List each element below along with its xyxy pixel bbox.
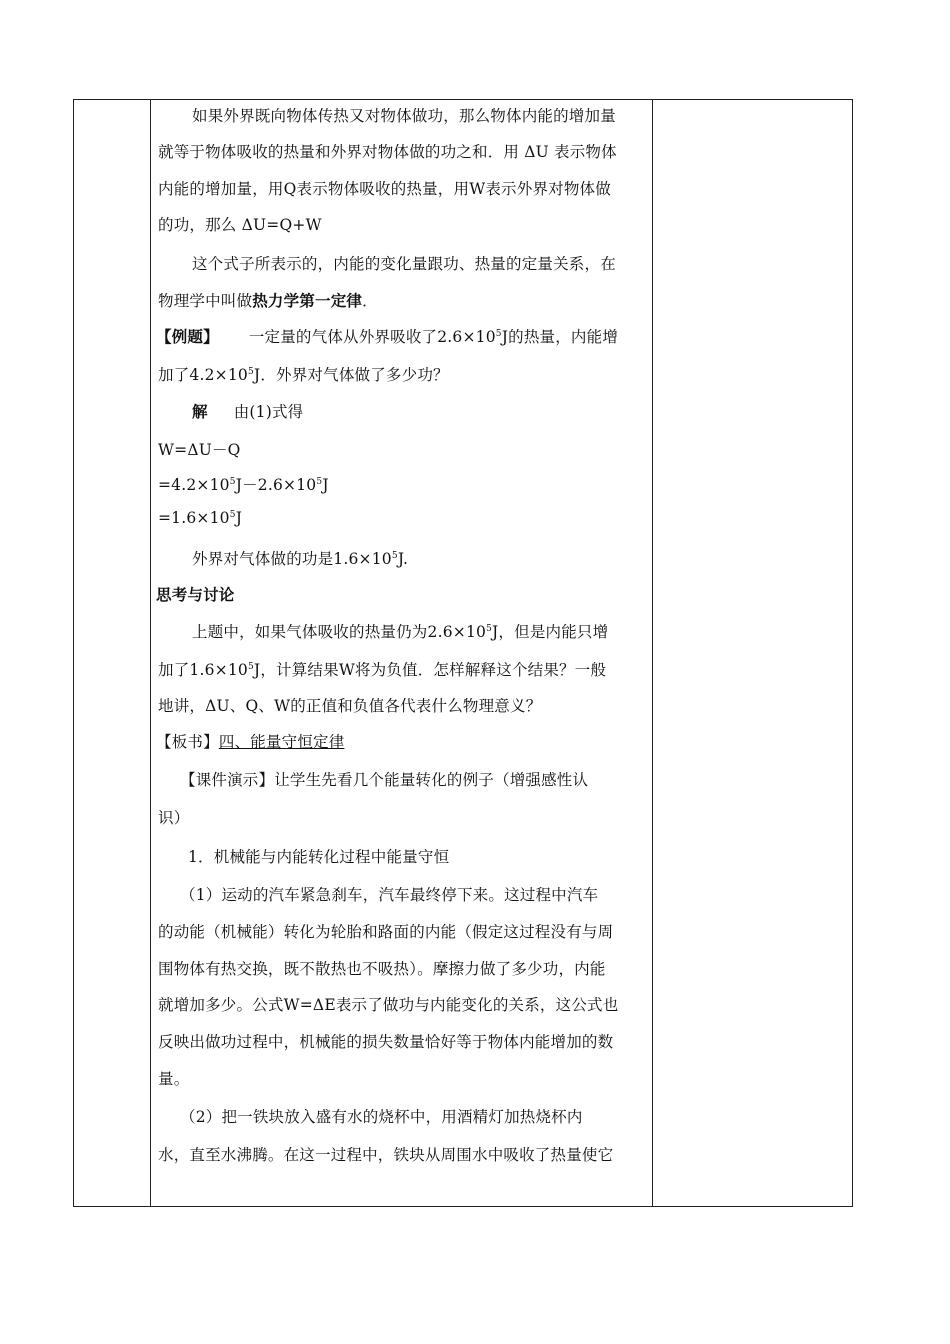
paragraph-line: 量。 — [158, 1070, 190, 1088]
text: J－2.6×10 — [235, 476, 317, 494]
equation-line: W=ΔU－Q — [158, 441, 241, 459]
equation-line — [158, 473, 329, 495]
text: =1.6×10 — [158, 509, 230, 527]
paragraph-line: 【课件演示】让学生先看几个能量转化的例子（增强感性认 — [180, 771, 589, 789]
text: J．外界对气体做了多少功？ — [253, 366, 449, 384]
paragraph-line: （2）把一铁块放入盛有水的烧杯中，用酒精灯加热烧杯内 — [180, 1108, 583, 1126]
paragraph-line: 识） — [158, 809, 190, 827]
text: ． — [362, 292, 378, 310]
exponent: 5 — [391, 551, 398, 561]
paragraph-line: 如果外界既向物体传热又对物体做功，那么物体内能的增加量 — [192, 107, 616, 125]
text: 加了1.6×10 — [158, 661, 248, 679]
board-title: 四、能量守恒定律 — [218, 733, 345, 751]
text: J的热量，内能增 — [501, 328, 619, 346]
exponent: 5 — [495, 329, 502, 339]
exponent: 5 — [229, 510, 236, 520]
lesson-table — [73, 99, 853, 1207]
board-line — [156, 730, 344, 752]
text: J — [322, 476, 329, 494]
paragraph-line: 地讲，ΔU、Q、W的正值和负值各代表什么物理意义？ — [158, 697, 542, 715]
exponent: 5 — [316, 477, 323, 487]
paragraph-line: 的功，那么 ΔU=Q+W — [158, 216, 322, 234]
text: 由(1)式得 — [233, 403, 304, 421]
paragraph-line: 就等于物体吸收的热量和外界对物体做的功之和．用 ΔU 表示物体 — [158, 143, 617, 161]
paragraph-line: 内能的增加量，用Q表示物体吸收的热量，用W表示外界对物体做 — [158, 180, 611, 198]
exponent: 5 — [247, 367, 254, 377]
subsection-heading: 1．机械能与内能转化过程中能量守恒 — [188, 848, 450, 866]
paragraph-line: 这个式子所表示的，内能的变化量跟功、热量的定量关系，在 — [192, 255, 616, 273]
paragraph-line: 就增加多少。公式W=ΔE表示了做功与内能变化的关系，这公式也 — [158, 996, 619, 1014]
text: 上题中，如果气体吸收的热量仍为2.6×10 — [192, 623, 487, 641]
text: =4.2×10 — [158, 476, 230, 494]
text: 外界对气体做的功是1.6×10 — [192, 550, 392, 568]
board-tag: 【板书】 — [156, 733, 219, 751]
text: 加了4.2×10 — [158, 366, 248, 384]
text: 一定量的气体从外界吸收了2.6×10 — [248, 328, 496, 346]
paragraph-line — [192, 620, 608, 642]
solution-tag: 解 — [192, 402, 208, 421]
law-name: 热力学第一定律 — [252, 291, 363, 310]
column-divider-right — [652, 100, 653, 1206]
section-heading: 思考与讨论 — [156, 585, 235, 604]
paragraph-line: 水，直至水沸腾。在这一过程中，铁块从周围水中吸收了热量使它 — [158, 1146, 614, 1164]
exponent: 5 — [486, 624, 492, 634]
paragraph-line: 反映出做功过程中，机械能的损失数量恰好等于物体内能增加的数 — [158, 1033, 614, 1051]
text: 物理学中叫做 — [158, 292, 253, 310]
exponent: 5 — [229, 477, 236, 487]
paragraph-line — [158, 289, 378, 311]
example-tag: 【例题】 — [156, 327, 219, 346]
solution-line — [192, 400, 303, 422]
text: J，但是内能只增 — [492, 623, 609, 641]
text: J. — [397, 550, 409, 568]
result-line — [192, 547, 408, 569]
text: J，计算结果W将为负值．怎样解释这个结果？一般 — [253, 661, 607, 679]
equation-line — [158, 509, 242, 527]
exponent: 5 — [247, 662, 254, 672]
text: J — [235, 509, 243, 527]
paragraph-line — [158, 658, 606, 680]
column-divider-left — [150, 100, 151, 1206]
paragraph-line: 围物体有热交换，既不散热也不吸热）。摩擦力做了多少功，内能 — [158, 960, 606, 978]
paragraph-line: 的动能（机械能）转化为轮胎和路面的内能（假定这过程没有与周 — [158, 923, 614, 941]
example-line — [156, 325, 618, 347]
example-line — [158, 363, 449, 385]
paragraph-line: （1）运动的汽车紧急刹车，汽车最终停下来。这过程中汽车 — [180, 886, 599, 904]
